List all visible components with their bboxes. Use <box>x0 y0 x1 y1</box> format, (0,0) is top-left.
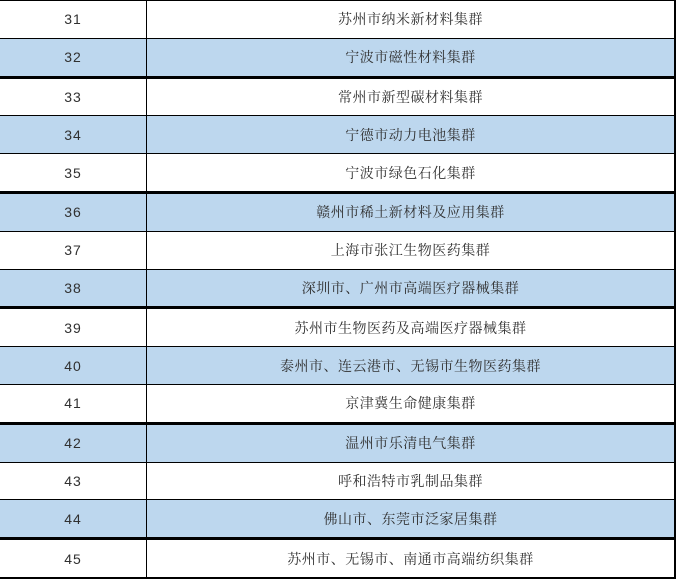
row-number-cell: 35 <box>0 154 147 191</box>
cluster-name-cell: 苏州市生物医药及高端医疗器械集群 <box>294 319 527 336</box>
table-row <box>0 116 674 154</box>
cluster-name-cell: 宁波市绿色石化集群 <box>345 164 476 181</box>
cluster-name-cell: 常州市新型碳材料集群 <box>338 88 483 105</box>
table-row <box>0 425 674 463</box>
row-number-cell: 44 <box>0 500 147 537</box>
table-row <box>0 463 674 501</box>
cluster-name-cell: 京津冀生命健康集群 <box>345 395 476 412</box>
row-number-cell: 40 <box>0 347 147 384</box>
row-number-cell: 32 <box>0 39 147 76</box>
row-number-cell: 41 <box>0 385 147 422</box>
table-row <box>0 309 674 347</box>
row-number-cell: 34 <box>0 116 147 153</box>
row-number-cell: 36 <box>0 194 147 231</box>
cluster-name-cell: 佛山市、东莞市泛家居集群 <box>323 510 498 527</box>
table-row <box>0 79 674 117</box>
row-number-cell: 39 <box>0 309 147 346</box>
cluster-name-cell: 温州市乐清电气集群 <box>345 435 476 452</box>
row-number-cell: 33 <box>0 79 147 116</box>
row-number-cell: 43 <box>0 463 147 500</box>
table-row <box>0 154 674 194</box>
cluster-name-cell: 深圳市、广州市高端医疗器械集群 <box>301 279 520 296</box>
table-row <box>0 232 674 270</box>
table-row <box>0 540 674 577</box>
table-row <box>0 194 674 232</box>
cluster-name-cell: 泰州市、连云港市、无锡市生物医药集群 <box>280 357 541 374</box>
cluster-name-cell: 宁波市磁性材料集群 <box>345 49 476 66</box>
cluster-name-cell: 宁德市动力电池集群 <box>345 126 476 143</box>
cluster-name-cell: 上海市张江生物医药集群 <box>330 242 491 259</box>
table-row <box>0 1 674 39</box>
cluster-name-cell: 呼和浩特市乳制品集群 <box>338 472 483 489</box>
table-row <box>0 347 674 385</box>
table-row <box>0 500 674 540</box>
row-number-cell: 38 <box>0 270 147 307</box>
cluster-name-cell: 赣州市稀土新材料及应用集群 <box>316 204 505 221</box>
table-row <box>0 385 674 425</box>
table-row <box>0 270 674 310</box>
row-number-cell: 45 <box>0 540 147 577</box>
cluster-name-cell: 苏州市、无锡市、南通市高端纺织集群 <box>287 550 534 567</box>
row-number-cell: 37 <box>0 232 147 269</box>
row-number-cell: 42 <box>0 425 147 462</box>
row-number-cell: 31 <box>0 1 147 38</box>
table-row <box>0 39 674 79</box>
cluster-name-cell: 苏州市纳米新材料集群 <box>338 11 483 28</box>
